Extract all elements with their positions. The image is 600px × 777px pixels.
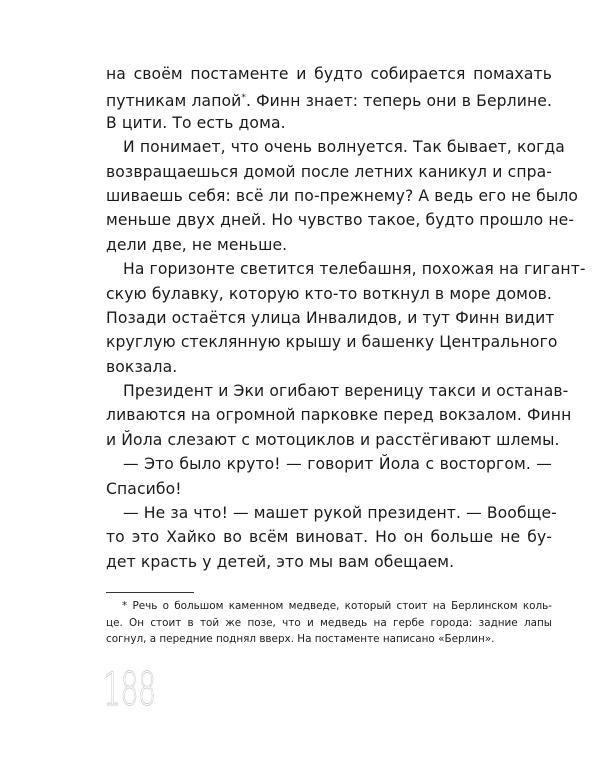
text-line: ливаются на огромной парковке перед вокзалом. Финн xyxy=(106,406,572,425)
footnote-divider xyxy=(106,592,194,593)
footnote-line: це. Он стоит в той же позе, что и медведь на гербе города: задние лапы xyxy=(106,616,552,629)
text-line: шиваешь себя: всё ли по-прежнему? А ведь его не было xyxy=(106,186,579,205)
text-line: и Йола слезают с мотоциклов и расстёгивают шлемы. xyxy=(106,430,560,449)
text-segment: . Финн знает: теперь они в Берлине. xyxy=(245,92,552,111)
text-line: на своём постаменте и будто собирается помахать xyxy=(106,65,552,83)
text-line: На горизонте светится телебашня, похожая на гигант- xyxy=(123,260,586,279)
text-line: меньше двух дней. Но чувство такое, будто прошло не- xyxy=(106,211,575,230)
text-line: Президент и Эки огибают вереницу такси и останав- xyxy=(123,382,569,401)
text-line: И понимает, что очень волнуется. Так бывает, когда xyxy=(123,138,565,157)
text-line: Спасибо! xyxy=(106,479,182,498)
text-line: — Это было круто! — говорит Йола с восторгом. — xyxy=(123,455,552,474)
footnote-line: согнул, а передние поднял вверх. На постаменте написано «Берлин». xyxy=(106,633,495,645)
text-line: — Не за что! — машет рукой президент. — Вообще- xyxy=(123,504,557,523)
footnote xyxy=(106,598,552,648)
text-line: скую булавку, которую кто-то воткнул в море домов. xyxy=(106,284,552,303)
text-line: дет красть у детей, это мы вам обещаем. xyxy=(106,552,455,571)
text-line xyxy=(106,86,552,110)
text-segment: путникам лапой xyxy=(106,92,242,111)
main-text xyxy=(106,62,586,574)
text-line: круглую стеклянную крышу и башенку Центрального xyxy=(106,333,558,352)
footnote-line: * Речь о большом каменном медведе, который стоит на Берлинском коль- xyxy=(122,600,552,612)
page-number: 188 xyxy=(103,662,156,716)
text-line: то это Хайко во всём виноват. Но он больше не бу- xyxy=(106,528,552,547)
text-line: Позади остаётся улица Инвалидов, и тут Финн видит xyxy=(106,308,555,327)
text-line: дели две, не меньше. xyxy=(106,235,288,254)
footnote-marker[interactable]: * xyxy=(241,93,246,104)
text-line: возвращаешься домой после летних каникул и спра- xyxy=(106,162,552,181)
text-line: В цити. То есть дома. xyxy=(106,113,286,132)
text-line: вокзала. xyxy=(106,357,178,376)
